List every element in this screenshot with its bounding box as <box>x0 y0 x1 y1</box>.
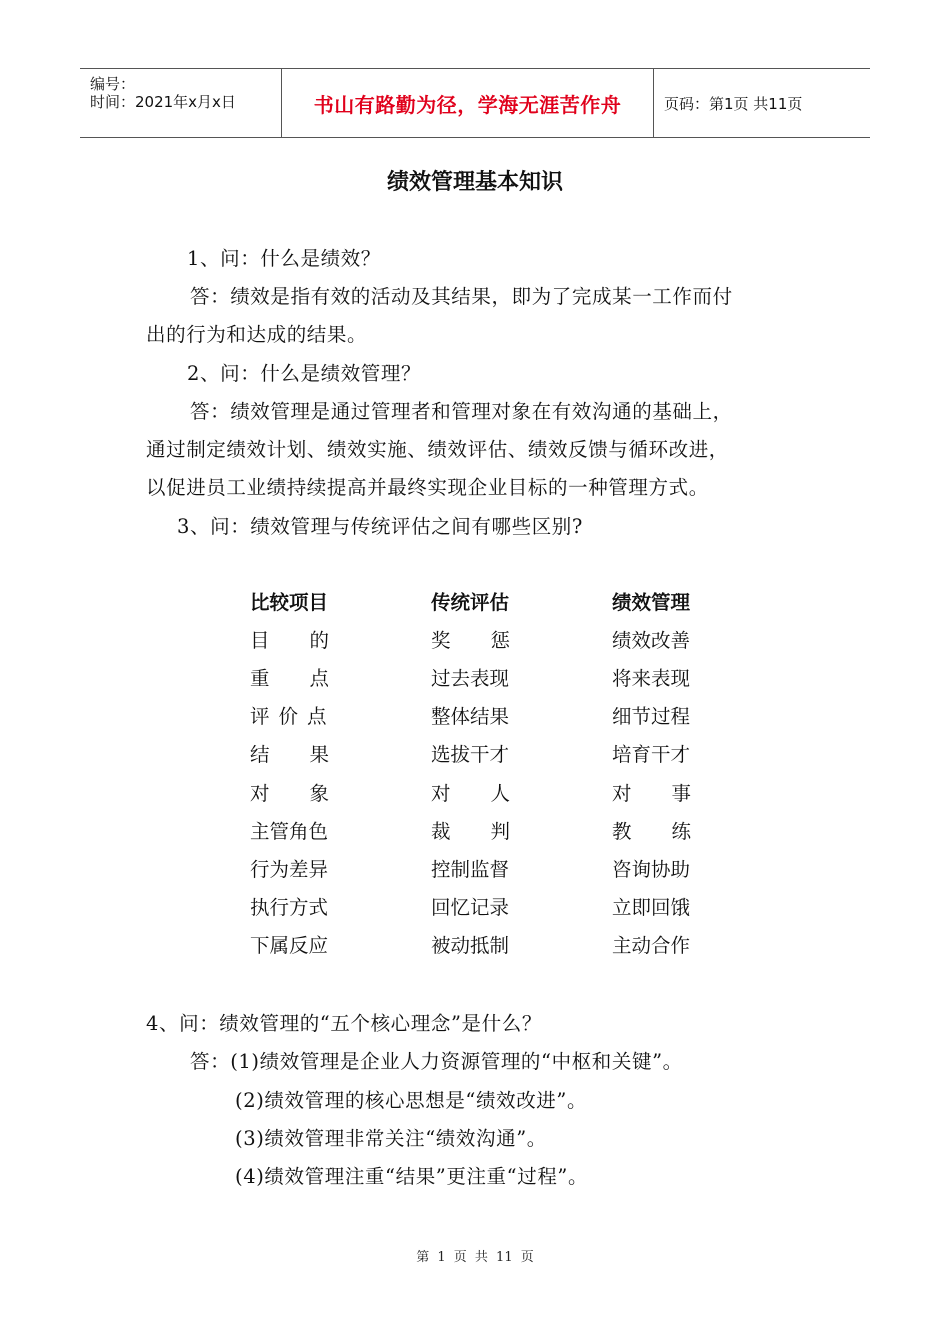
question-3: 3、问：绩效管理与传统评估之间有哪些区别? <box>177 515 583 538</box>
table-row-label: 执行方式 <box>250 896 329 919</box>
answer-2-line-2: 通过制定绩效计划、绩效实施、绩效评估、绩效反馈与循环改进， <box>146 438 729 461</box>
header-meta-cell <box>80 69 282 137</box>
answer-4-item-2: (2)绩效管理的核心思想是“绩效改进”。 <box>235 1089 588 1112</box>
table-cell-performance: 对事 <box>612 782 732 805</box>
table-cell-traditional: 对人 <box>431 782 551 805</box>
table-cell-performance: 咨询协助 <box>612 858 691 881</box>
answer-4-item-3: (3)绩效管理非常关注“绩效沟通”。 <box>235 1127 547 1150</box>
table-cell-performance: 将来表现 <box>612 667 691 690</box>
question-2: 2、问：什么是绩效管理？ <box>187 362 422 385</box>
table-cell-traditional: 控制监督 <box>431 858 510 881</box>
table-cell-performance: 教练 <box>612 820 732 843</box>
question-4: 4、问：绩效管理的“五个核心理念”是什么？ <box>146 1012 542 1035</box>
table-row-label: 评价点 <box>250 705 336 728</box>
motto-text: 书山有路勤为径，学海无涯苦作舟 <box>313 92 622 117</box>
table-header-item: 比较项目 <box>250 591 329 614</box>
answer-1-line-1: 答：绩效是指有效的活动及其结果，即为了完成某一工作而付 <box>190 285 733 308</box>
table-row-label: 主管角色 <box>250 820 329 843</box>
answer-2-line-1: 答：绩效管理是通过管理者和管理对象在有效沟通的基础上， <box>190 400 733 423</box>
header-page-cell <box>654 69 870 137</box>
document-header <box>80 68 870 138</box>
table-header-traditional: 传统评估 <box>431 591 510 614</box>
table-cell-performance: 培育干才 <box>612 743 691 766</box>
table-row-label: 下属反应 <box>250 934 329 957</box>
table-header-performance: 绩效管理 <box>612 591 691 614</box>
answer-4-item-1: 答：(1)绩效管理是企业人力资源管理的“中枢和关键”。 <box>190 1050 683 1073</box>
table-cell-traditional: 裁判 <box>431 820 551 843</box>
table-cell-traditional: 回忆记录 <box>431 896 510 919</box>
question-1: 1、问：什么是绩效？ <box>187 247 381 270</box>
answer-2-line-3: 以促进员工业绩持续提高并最终实现企业目标的一种管理方式。 <box>146 476 709 499</box>
time-label: 时间：2021年x月x日 <box>90 93 236 111</box>
page-info: 页码：第1页 共11页 <box>664 94 803 113</box>
table-cell-traditional: 过去表现 <box>431 667 510 690</box>
answer-1-line-2: 出的行为和达成的结果。 <box>146 323 368 346</box>
table-row-label: 结果 <box>250 743 370 766</box>
table-cell-performance: 细节过程 <box>612 705 691 728</box>
table-cell-performance: 绩效改善 <box>612 629 691 652</box>
table-row-label: 重点 <box>250 667 370 690</box>
answer-4-item-4: (4)绩效管理注重“结果”更注重“过程”。 <box>235 1165 589 1188</box>
page-footer: 第 1 页 共 11 页 <box>416 1250 534 1265</box>
number-label: 编号： <box>90 75 136 93</box>
page-title: 绩效管理基本知识 <box>386 170 563 195</box>
table-row-label: 行为差异 <box>250 858 329 881</box>
table-cell-traditional: 整体结果 <box>431 705 510 728</box>
header-motto-cell <box>282 69 654 137</box>
table-cell-traditional: 被动抵制 <box>431 934 510 957</box>
table-cell-performance: 主动合作 <box>612 934 691 957</box>
table-row-label: 目的 <box>250 629 370 652</box>
table-cell-traditional: 奖惩 <box>431 629 551 652</box>
table-cell-performance: 立即回饿 <box>612 896 691 919</box>
table-row-label: 对象 <box>250 782 370 805</box>
table-cell-traditional: 选拔干才 <box>431 743 510 766</box>
